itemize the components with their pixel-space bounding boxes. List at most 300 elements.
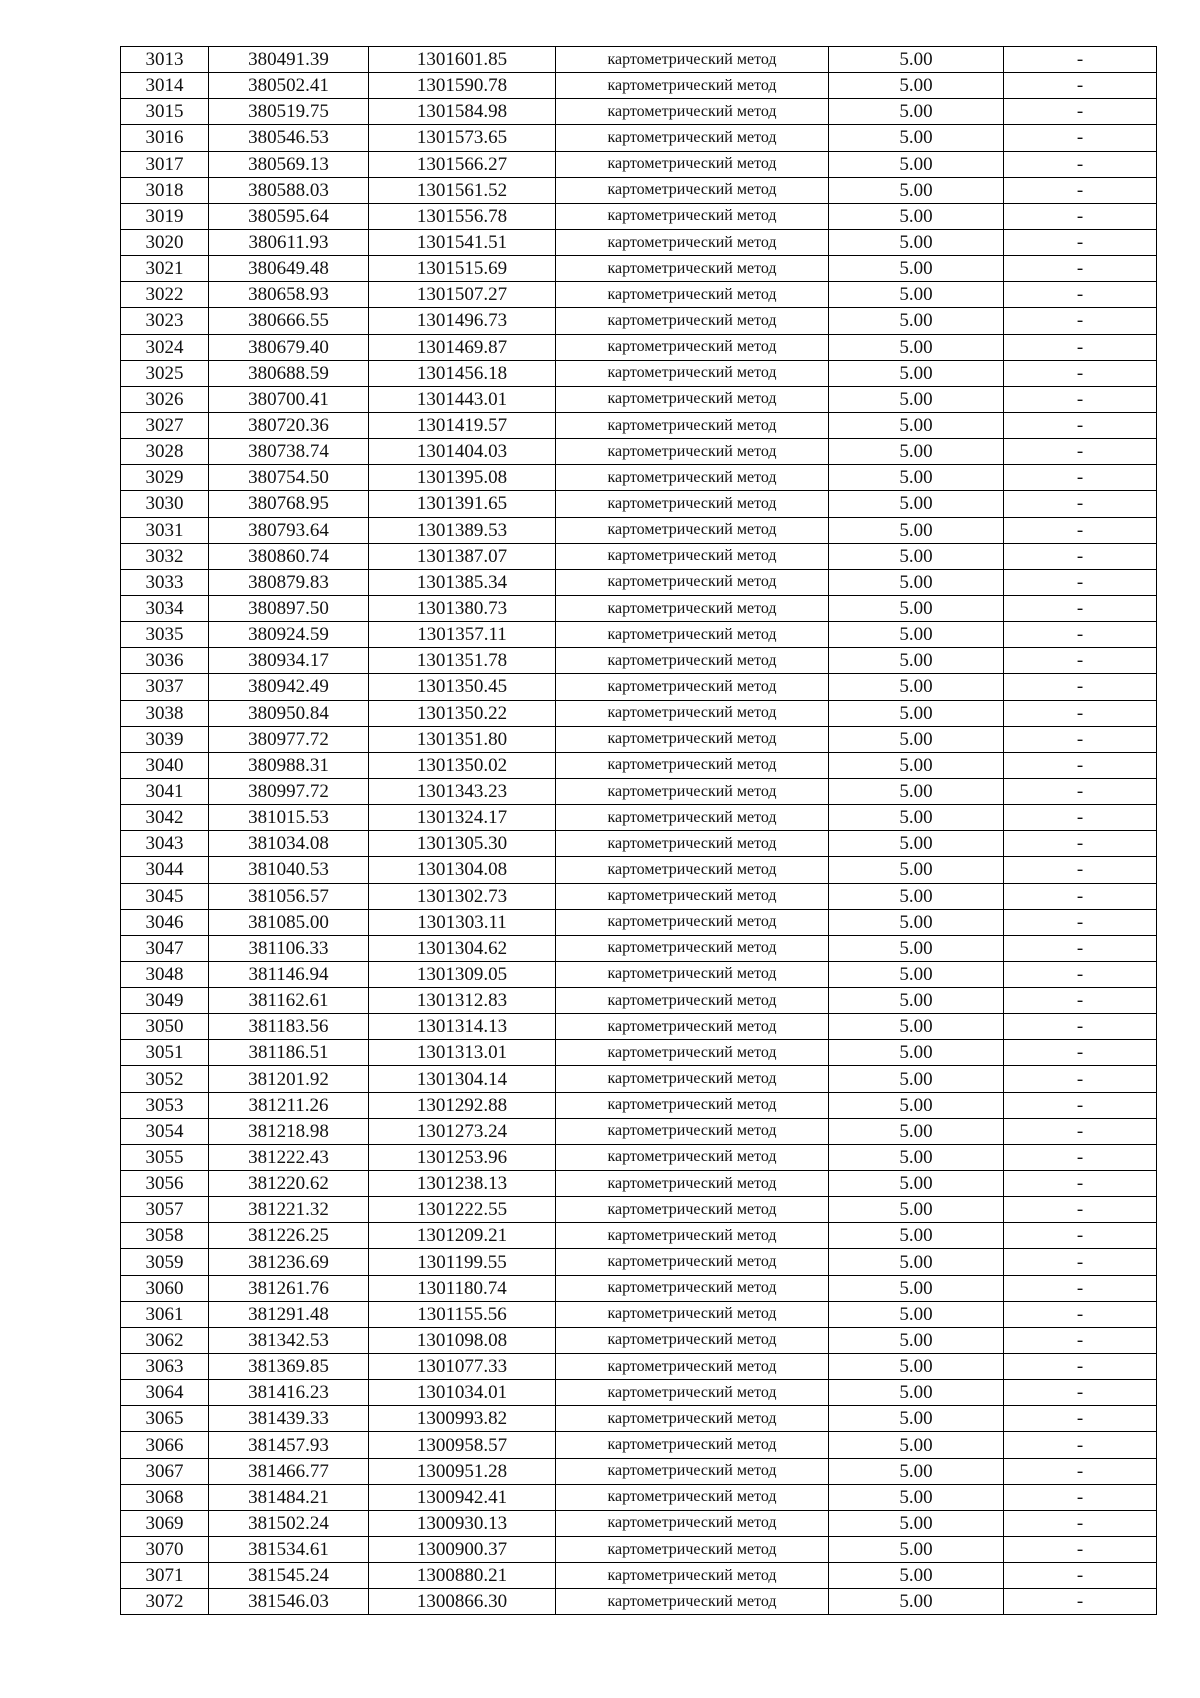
x-coordinate-cell: 380679.40 [209, 334, 369, 360]
accuracy-cell: 5.00 [829, 1354, 1004, 1380]
method-cell: картометрический метод [556, 1327, 829, 1353]
accuracy-cell: 5.00 [829, 543, 1004, 569]
point-number-cell: 3044 [121, 857, 209, 883]
point-number-cell: 3036 [121, 648, 209, 674]
y-coordinate-cell: 1301209.21 [369, 1223, 556, 1249]
point-number-cell: 3038 [121, 700, 209, 726]
point-number-cell: 3025 [121, 360, 209, 386]
x-coordinate-cell: 381502.24 [209, 1510, 369, 1536]
point-number-cell: 3068 [121, 1484, 209, 1510]
table-row [121, 1040, 1157, 1066]
x-coordinate-cell: 381034.08 [209, 831, 369, 857]
x-coordinate-cell: 380502.41 [209, 73, 369, 99]
point-number-cell: 3069 [121, 1510, 209, 1536]
description-cell: - [1004, 805, 1157, 831]
table-row [121, 543, 1157, 569]
point-number-cell: 3051 [121, 1040, 209, 1066]
method-cell: картометрический метод [556, 412, 829, 438]
x-coordinate-cell: 380595.64 [209, 203, 369, 229]
y-coordinate-cell: 1301469.87 [369, 334, 556, 360]
y-coordinate-cell: 1301324.17 [369, 805, 556, 831]
y-coordinate-cell: 1300958.57 [369, 1432, 556, 1458]
point-number-cell: 3023 [121, 308, 209, 334]
description-cell: - [1004, 1144, 1157, 1170]
y-coordinate-cell: 1301304.62 [369, 935, 556, 961]
x-coordinate-cell: 380793.64 [209, 517, 369, 543]
y-coordinate-cell: 1301404.03 [369, 439, 556, 465]
table-row [121, 700, 1157, 726]
accuracy-cell: 5.00 [829, 1197, 1004, 1223]
description-cell: - [1004, 674, 1157, 700]
accuracy-cell: 5.00 [829, 1040, 1004, 1066]
description-cell: - [1004, 831, 1157, 857]
x-coordinate-cell: 380997.72 [209, 778, 369, 804]
description-cell: - [1004, 125, 1157, 151]
method-cell: картометрический метод [556, 1458, 829, 1484]
x-coordinate-cell: 380658.93 [209, 282, 369, 308]
table-row [121, 125, 1157, 151]
y-coordinate-cell: 1301313.01 [369, 1040, 556, 1066]
point-number-cell: 3028 [121, 439, 209, 465]
x-coordinate-cell: 380879.83 [209, 569, 369, 595]
point-number-cell: 3021 [121, 256, 209, 282]
x-coordinate-cell: 380950.84 [209, 700, 369, 726]
method-cell: картометрический метод [556, 726, 829, 752]
method-cell: картометрический метод [556, 1066, 829, 1092]
method-cell: картометрический метод [556, 595, 829, 621]
point-number-cell: 3050 [121, 1014, 209, 1040]
method-cell: картометрический метод [556, 569, 829, 595]
x-coordinate-cell: 381186.51 [209, 1040, 369, 1066]
table-row [121, 988, 1157, 1014]
accuracy-cell: 5.00 [829, 1484, 1004, 1510]
description-cell: - [1004, 412, 1157, 438]
accuracy-cell: 5.00 [829, 177, 1004, 203]
y-coordinate-cell: 1300866.30 [369, 1589, 556, 1615]
method-cell: картометрический метод [556, 648, 829, 674]
point-number-cell: 3027 [121, 412, 209, 438]
description-cell: - [1004, 909, 1157, 935]
point-number-cell: 3061 [121, 1301, 209, 1327]
y-coordinate-cell: 1301343.23 [369, 778, 556, 804]
table-row [121, 1432, 1157, 1458]
description-cell: - [1004, 334, 1157, 360]
x-coordinate-cell: 381369.85 [209, 1354, 369, 1380]
method-cell: картометрический метод [556, 1510, 829, 1536]
accuracy-cell: 5.00 [829, 1327, 1004, 1353]
accuracy-cell: 5.00 [829, 857, 1004, 883]
table-row [121, 648, 1157, 674]
accuracy-cell: 5.00 [829, 256, 1004, 282]
point-number-cell: 3058 [121, 1223, 209, 1249]
table-row [121, 1406, 1157, 1432]
accuracy-cell: 5.00 [829, 831, 1004, 857]
description-cell: - [1004, 282, 1157, 308]
accuracy-cell: 5.00 [829, 674, 1004, 700]
description-cell: - [1004, 543, 1157, 569]
table-row [121, 935, 1157, 961]
x-coordinate-cell: 381416.23 [209, 1380, 369, 1406]
x-coordinate-cell: 380768.95 [209, 491, 369, 517]
point-number-cell: 3053 [121, 1092, 209, 1118]
point-number-cell: 3059 [121, 1249, 209, 1275]
description-cell: - [1004, 1354, 1157, 1380]
table-row [121, 569, 1157, 595]
y-coordinate-cell: 1301584.98 [369, 99, 556, 125]
accuracy-cell: 5.00 [829, 412, 1004, 438]
point-number-cell: 3016 [121, 125, 209, 151]
description-cell: - [1004, 1537, 1157, 1563]
x-coordinate-cell: 381226.25 [209, 1223, 369, 1249]
description-cell: - [1004, 517, 1157, 543]
point-number-cell: 3072 [121, 1589, 209, 1615]
method-cell: картометрический метод [556, 151, 829, 177]
y-coordinate-cell: 1301303.11 [369, 909, 556, 935]
method-cell: картометрический метод [556, 883, 829, 909]
x-coordinate-cell: 381484.21 [209, 1484, 369, 1510]
point-number-cell: 3017 [121, 151, 209, 177]
description-cell: - [1004, 47, 1157, 73]
y-coordinate-cell: 1301351.80 [369, 726, 556, 752]
accuracy-cell: 5.00 [829, 229, 1004, 255]
point-number-cell: 3070 [121, 1537, 209, 1563]
x-coordinate-cell: 380934.17 [209, 648, 369, 674]
accuracy-cell: 5.00 [829, 465, 1004, 491]
table-row [121, 805, 1157, 831]
table-row [121, 1249, 1157, 1275]
accuracy-cell: 5.00 [829, 1458, 1004, 1484]
method-cell: картометрический метод [556, 1197, 829, 1223]
description-cell: - [1004, 308, 1157, 334]
y-coordinate-cell: 1301034.01 [369, 1380, 556, 1406]
table-row [121, 752, 1157, 778]
y-coordinate-cell: 1300880.21 [369, 1563, 556, 1589]
accuracy-cell: 5.00 [829, 517, 1004, 543]
table-row [121, 1589, 1157, 1615]
table-row [121, 1118, 1157, 1144]
description-cell: - [1004, 203, 1157, 229]
method-cell: картометрический метод [556, 1432, 829, 1458]
accuracy-cell: 5.00 [829, 883, 1004, 909]
x-coordinate-cell: 380569.13 [209, 151, 369, 177]
accuracy-cell: 5.00 [829, 308, 1004, 334]
description-cell: - [1004, 360, 1157, 386]
accuracy-cell: 5.00 [829, 1275, 1004, 1301]
method-cell: картометрический метод [556, 386, 829, 412]
description-cell: - [1004, 465, 1157, 491]
description-cell: - [1004, 1223, 1157, 1249]
y-coordinate-cell: 1301292.88 [369, 1092, 556, 1118]
point-number-cell: 3054 [121, 1118, 209, 1144]
table-row [121, 1092, 1157, 1118]
point-number-cell: 3039 [121, 726, 209, 752]
method-cell: картометрический метод [556, 177, 829, 203]
method-cell: картометрический метод [556, 961, 829, 987]
y-coordinate-cell: 1301357.11 [369, 622, 556, 648]
method-cell: картометрический метод [556, 282, 829, 308]
table-row [121, 229, 1157, 255]
point-number-cell: 3030 [121, 491, 209, 517]
accuracy-cell: 5.00 [829, 961, 1004, 987]
x-coordinate-cell: 381342.53 [209, 1327, 369, 1353]
point-number-cell: 3031 [121, 517, 209, 543]
accuracy-cell: 5.00 [829, 125, 1004, 151]
y-coordinate-cell: 1300900.37 [369, 1537, 556, 1563]
x-coordinate-cell: 381291.48 [209, 1301, 369, 1327]
point-number-cell: 3015 [121, 99, 209, 125]
y-coordinate-cell: 1301395.08 [369, 465, 556, 491]
y-coordinate-cell: 1301419.57 [369, 412, 556, 438]
point-number-cell: 3066 [121, 1432, 209, 1458]
description-cell: - [1004, 1380, 1157, 1406]
point-number-cell: 3024 [121, 334, 209, 360]
accuracy-cell: 5.00 [829, 439, 1004, 465]
description-cell: - [1004, 1197, 1157, 1223]
y-coordinate-cell: 1301541.51 [369, 229, 556, 255]
point-number-cell: 3037 [121, 674, 209, 700]
table-row [121, 1563, 1157, 1589]
point-number-cell: 3046 [121, 909, 209, 935]
accuracy-cell: 5.00 [829, 386, 1004, 412]
method-cell: картометрический метод [556, 1223, 829, 1249]
method-cell: картометрический метод [556, 256, 829, 282]
x-coordinate-cell: 380649.48 [209, 256, 369, 282]
y-coordinate-cell: 1301566.27 [369, 151, 556, 177]
accuracy-cell: 5.00 [829, 1144, 1004, 1170]
method-cell: картометрический метод [556, 439, 829, 465]
x-coordinate-cell: 381146.94 [209, 961, 369, 987]
table-row [121, 308, 1157, 334]
y-coordinate-cell: 1301561.52 [369, 177, 556, 203]
table-row [121, 1014, 1157, 1040]
accuracy-cell: 5.00 [829, 1118, 1004, 1144]
accuracy-cell: 5.00 [829, 595, 1004, 621]
accuracy-cell: 5.00 [829, 1537, 1004, 1563]
table-row [121, 674, 1157, 700]
accuracy-cell: 5.00 [829, 909, 1004, 935]
x-coordinate-cell: 381466.77 [209, 1458, 369, 1484]
method-cell: картометрический метод [556, 543, 829, 569]
x-coordinate-cell: 381162.61 [209, 988, 369, 1014]
x-coordinate-cell: 380860.74 [209, 543, 369, 569]
point-number-cell: 3063 [121, 1354, 209, 1380]
description-cell: - [1004, 569, 1157, 595]
y-coordinate-cell: 1301507.27 [369, 282, 556, 308]
table-row [121, 256, 1157, 282]
x-coordinate-cell: 380897.50 [209, 595, 369, 621]
table-row [121, 1354, 1157, 1380]
description-cell: - [1004, 439, 1157, 465]
description-cell: - [1004, 1458, 1157, 1484]
point-number-cell: 3034 [121, 595, 209, 621]
method-cell: картометрический метод [556, 1563, 829, 1589]
description-cell: - [1004, 988, 1157, 1014]
description-cell: - [1004, 1171, 1157, 1197]
point-number-cell: 3049 [121, 988, 209, 1014]
accuracy-cell: 5.00 [829, 151, 1004, 177]
table-row [121, 778, 1157, 804]
accuracy-cell: 5.00 [829, 569, 1004, 595]
accuracy-cell: 5.00 [829, 1066, 1004, 1092]
table-row [121, 412, 1157, 438]
description-cell: - [1004, 73, 1157, 99]
table-row [121, 1484, 1157, 1510]
accuracy-cell: 5.00 [829, 99, 1004, 125]
accuracy-cell: 5.00 [829, 1380, 1004, 1406]
description-cell: - [1004, 622, 1157, 648]
point-number-cell: 3029 [121, 465, 209, 491]
point-number-cell: 3032 [121, 543, 209, 569]
method-cell: картометрический метод [556, 935, 829, 961]
table-row [121, 961, 1157, 987]
point-number-cell: 3060 [121, 1275, 209, 1301]
table-row [121, 491, 1157, 517]
x-coordinate-cell: 381545.24 [209, 1563, 369, 1589]
y-coordinate-cell: 1301391.65 [369, 491, 556, 517]
accuracy-cell: 5.00 [829, 1223, 1004, 1249]
x-coordinate-cell: 381236.69 [209, 1249, 369, 1275]
description-cell: - [1004, 1014, 1157, 1040]
description-cell: - [1004, 648, 1157, 674]
y-coordinate-cell: 1301253.96 [369, 1144, 556, 1170]
point-number-cell: 3013 [121, 47, 209, 73]
description-cell: - [1004, 778, 1157, 804]
description-cell: - [1004, 1301, 1157, 1327]
description-cell: - [1004, 151, 1157, 177]
point-number-cell: 3014 [121, 73, 209, 99]
description-cell: - [1004, 595, 1157, 621]
method-cell: картометрический метод [556, 229, 829, 255]
method-cell: картометрический метод [556, 491, 829, 517]
point-number-cell: 3062 [121, 1327, 209, 1353]
x-coordinate-cell: 380546.53 [209, 125, 369, 151]
y-coordinate-cell: 1300951.28 [369, 1458, 556, 1484]
accuracy-cell: 5.00 [829, 1406, 1004, 1432]
accuracy-cell: 5.00 [829, 1301, 1004, 1327]
x-coordinate-cell: 380977.72 [209, 726, 369, 752]
x-coordinate-cell: 381220.62 [209, 1171, 369, 1197]
table-row [121, 883, 1157, 909]
accuracy-cell: 5.00 [829, 805, 1004, 831]
method-cell: картометрический метод [556, 1118, 829, 1144]
table-row [121, 1275, 1157, 1301]
table-row [121, 360, 1157, 386]
x-coordinate-cell: 381106.33 [209, 935, 369, 961]
y-coordinate-cell: 1301556.78 [369, 203, 556, 229]
description-cell: - [1004, 752, 1157, 778]
accuracy-cell: 5.00 [829, 47, 1004, 73]
x-coordinate-cell: 381085.00 [209, 909, 369, 935]
point-number-cell: 3040 [121, 752, 209, 778]
method-cell: картометрический метод [556, 909, 829, 935]
coordinates-table [120, 46, 1157, 1615]
description-cell: - [1004, 1406, 1157, 1432]
x-coordinate-cell: 380491.39 [209, 47, 369, 73]
accuracy-cell: 5.00 [829, 935, 1004, 961]
description-cell: - [1004, 229, 1157, 255]
table-row [121, 47, 1157, 73]
accuracy-cell: 5.00 [829, 203, 1004, 229]
method-cell: картометрический метод [556, 465, 829, 491]
method-cell: картометрический метод [556, 1406, 829, 1432]
accuracy-cell: 5.00 [829, 491, 1004, 517]
table-row [121, 517, 1157, 543]
description-cell: - [1004, 1275, 1157, 1301]
method-cell: картометрический метод [556, 1171, 829, 1197]
method-cell: картометрический метод [556, 700, 829, 726]
y-coordinate-cell: 1301098.08 [369, 1327, 556, 1353]
method-cell: картометрический метод [556, 125, 829, 151]
table-row [121, 1458, 1157, 1484]
method-cell: картометрический метод [556, 857, 829, 883]
table-row [121, 334, 1157, 360]
description-cell: - [1004, 256, 1157, 282]
description-cell: - [1004, 1118, 1157, 1144]
y-coordinate-cell: 1301350.22 [369, 700, 556, 726]
description-cell: - [1004, 99, 1157, 125]
method-cell: картометрический метод [556, 674, 829, 700]
point-number-cell: 3064 [121, 1380, 209, 1406]
x-coordinate-cell: 380688.59 [209, 360, 369, 386]
accuracy-cell: 5.00 [829, 73, 1004, 99]
method-cell: картометрический метод [556, 1249, 829, 1275]
x-coordinate-cell: 381457.93 [209, 1432, 369, 1458]
method-cell: картометрический метод [556, 99, 829, 125]
y-coordinate-cell: 1301305.30 [369, 831, 556, 857]
table-row [121, 595, 1157, 621]
accuracy-cell: 5.00 [829, 752, 1004, 778]
table-row [121, 622, 1157, 648]
x-coordinate-cell: 381218.98 [209, 1118, 369, 1144]
method-cell: картометрический метод [556, 1354, 829, 1380]
method-cell: картометрический метод [556, 1040, 829, 1066]
x-coordinate-cell: 381534.61 [209, 1537, 369, 1563]
method-cell: картометрический метод [556, 1537, 829, 1563]
table-row [121, 909, 1157, 935]
accuracy-cell: 5.00 [829, 988, 1004, 1014]
description-cell: - [1004, 935, 1157, 961]
y-coordinate-cell: 1301515.69 [369, 256, 556, 282]
y-coordinate-cell: 1301314.13 [369, 1014, 556, 1040]
table-row [121, 439, 1157, 465]
accuracy-cell: 5.00 [829, 622, 1004, 648]
x-coordinate-cell: 380588.03 [209, 177, 369, 203]
table-row [121, 1510, 1157, 1536]
accuracy-cell: 5.00 [829, 1092, 1004, 1118]
point-number-cell: 3048 [121, 961, 209, 987]
point-number-cell: 3045 [121, 883, 209, 909]
point-number-cell: 3071 [121, 1563, 209, 1589]
y-coordinate-cell: 1301222.55 [369, 1197, 556, 1223]
accuracy-cell: 5.00 [829, 1014, 1004, 1040]
x-coordinate-cell: 380738.74 [209, 439, 369, 465]
y-coordinate-cell: 1300930.13 [369, 1510, 556, 1536]
method-cell: картометрический метод [556, 1301, 829, 1327]
y-coordinate-cell: 1301385.34 [369, 569, 556, 595]
point-number-cell: 3055 [121, 1144, 209, 1170]
point-number-cell: 3026 [121, 386, 209, 412]
table-row [121, 1537, 1157, 1563]
x-coordinate-cell: 380924.59 [209, 622, 369, 648]
description-cell: - [1004, 1484, 1157, 1510]
table-row [121, 151, 1157, 177]
method-cell: картометрический метод [556, 1144, 829, 1170]
x-coordinate-cell: 380720.36 [209, 412, 369, 438]
y-coordinate-cell: 1301350.45 [369, 674, 556, 700]
y-coordinate-cell: 1301389.53 [369, 517, 556, 543]
table-row [121, 282, 1157, 308]
description-cell: - [1004, 726, 1157, 752]
